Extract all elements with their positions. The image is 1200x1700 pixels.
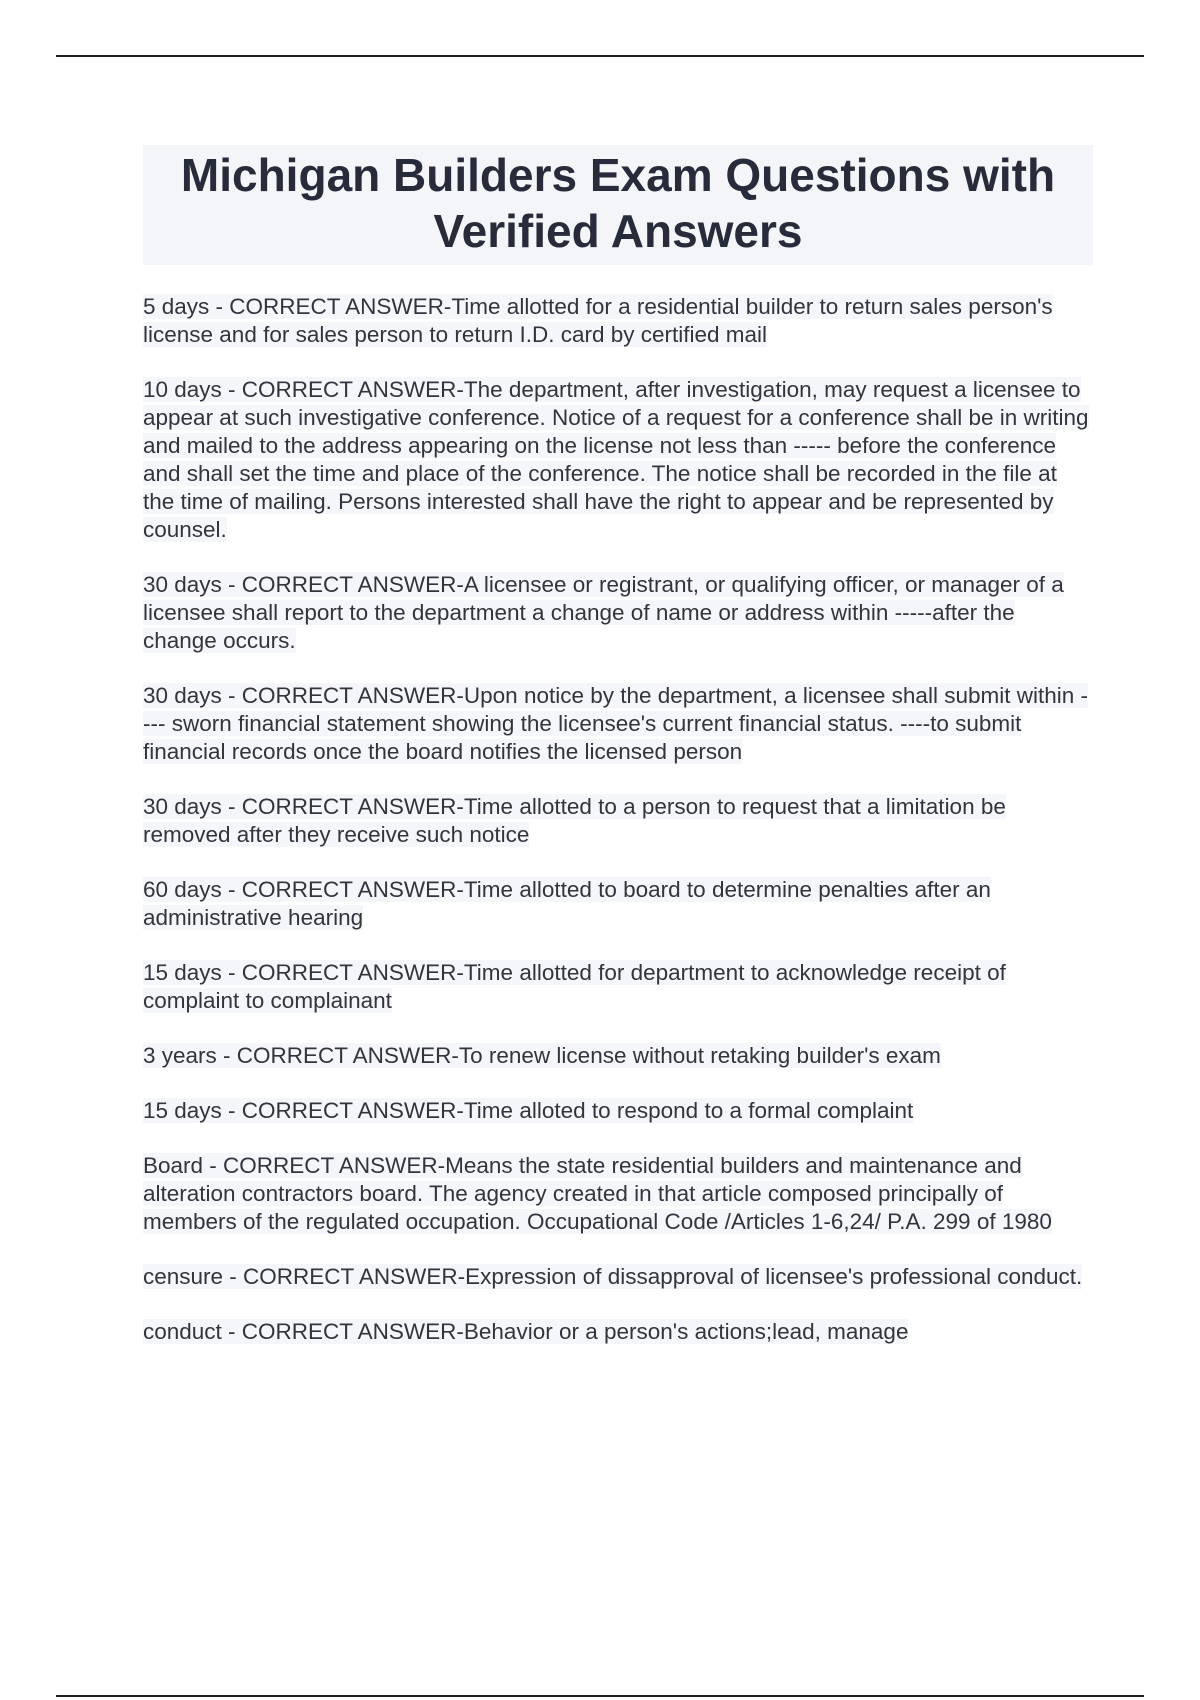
qa-entry-text: Board - CORRECT ANSWER-Means the state residential builders and maintenance and alteration contractors board. The agency created in that article composed principally of members of the regulated occupation. Occupational Code /Articles 1-6,24/ P.A. 299 of 1980 — [143, 1153, 1052, 1234]
qa-entry — [143, 1318, 1093, 1346]
qa-entry — [143, 876, 1093, 932]
qa-entry — [143, 293, 1093, 349]
qa-entry-text: 30 days - CORRECT ANSWER-Upon notice by the department, a licensee shall submit within ---- sworn financial statement showing the licensee's current financial status. ----to submit financial records once the board notifies the licensed person — [143, 683, 1088, 764]
qa-entry — [143, 1042, 1093, 1070]
title-block — [143, 145, 1093, 265]
qa-entry — [143, 1097, 1093, 1125]
qa-entry-text: 5 days - CORRECT ANSWER-Time allotted for a residential builder to return sales person's license and for sales person to return I.D. card by certified mail — [143, 294, 1053, 347]
document-body — [143, 145, 1093, 1373]
qa-entry — [143, 571, 1093, 655]
qa-entry — [143, 959, 1093, 1015]
qa-entry-text: 30 days - CORRECT ANSWER-Time allotted to a person to request that a limitation be removed after they receive such notice — [143, 794, 1006, 847]
qa-entry-text: 60 days - CORRECT ANSWER-Time allotted to board to determine penalties after an administrative hearing — [143, 877, 991, 930]
top-rule — [56, 55, 1144, 57]
qa-entry — [143, 1263, 1093, 1291]
qa-entry-text: 3 years - CORRECT ANSWER-To renew license without retaking builder's exam — [143, 1043, 941, 1068]
qa-entry — [143, 376, 1093, 544]
qa-entry — [143, 682, 1093, 766]
qa-entry — [143, 1152, 1093, 1236]
qa-entry-text: 30 days - CORRECT ANSWER-A licensee or registrant, or qualifying officer, or manager of a licensee shall report to the department a change of name or address within -----after the change occurs. — [143, 572, 1064, 653]
bottom-rule — [56, 1695, 1144, 1697]
qa-entry-text: censure - CORRECT ANSWER-Expression of dissapproval of licensee's professional conduct. — [143, 1264, 1083, 1289]
qa-entry-text: 15 days - CORRECT ANSWER-Time allotted for department to acknowledge receipt of complaint to complainant — [143, 960, 1006, 1013]
qa-entry — [143, 793, 1093, 849]
document-title: Michigan Builders Exam Questions with Verified Answers — [180, 149, 1056, 257]
qa-entry-text: 15 days - CORRECT ANSWER-Time alloted to respond to a formal complaint — [143, 1098, 914, 1123]
qa-entry-text: 10 days - CORRECT ANSWER-The department, after investigation, may request a licensee to appear at such investigative conference. Notice of a request for a conference shall be in writing and mailed to the address appearing on the license not less than ----- before the conference and shall set the time and place of the conference. The notice shall be recorded in the file at the time of mailing. Persons interested shall have the right to appear and be represented by counsel. — [143, 377, 1089, 542]
qa-entry-text: conduct - CORRECT ANSWER-Behavior or a person's actions;lead, manage — [143, 1319, 909, 1344]
